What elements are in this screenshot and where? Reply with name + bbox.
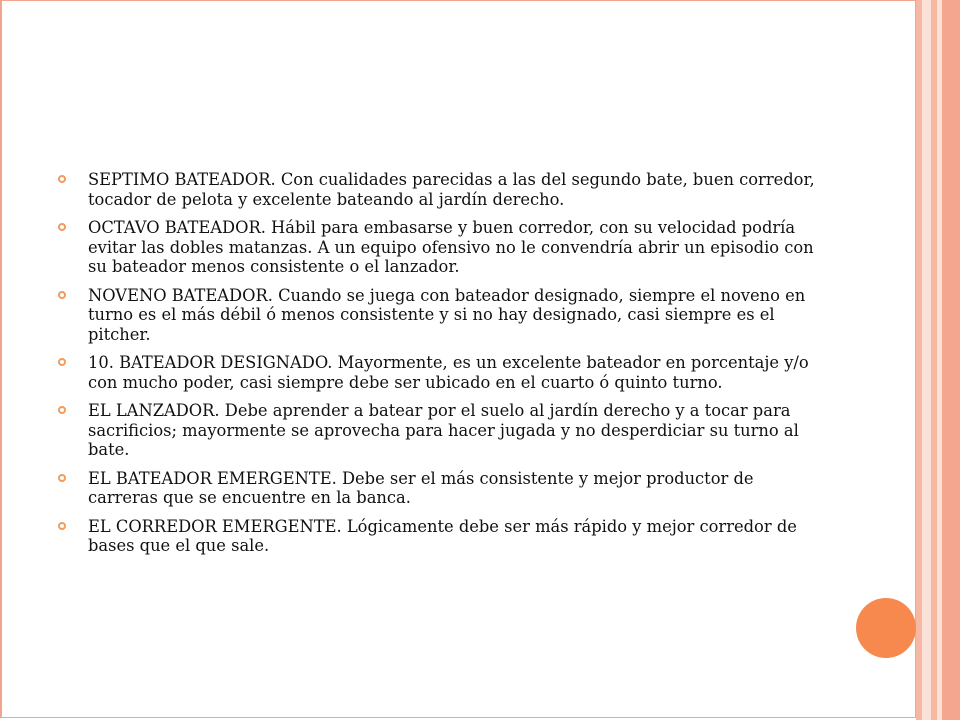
bullet-list — [58, 170, 828, 565]
list-item — [58, 401, 828, 460]
bullet-text: EL CORREDOR EMERGENTE. Lógicamente debe ser más rápido y mejor corredor de bases que el que sale. — [88, 516, 797, 555]
bullet-text: NOVENO BATEADOR. Cuando se juega con bateador designado, siempre el noveno en turno es el más débil ó menos consistente y si no hay designado, casi siempre es el pitcher. — [88, 285, 806, 344]
list-item — [58, 353, 828, 392]
bullet-text: OCTAVO BATEADOR. Hábil para embasarse y buen corredor, con su velocidad podría evitar las dobles matanzas. A un equipo ofensivo no le convendría abrir un episodio con su bateador menos consistente o el lanzador. — [88, 218, 814, 276]
bullet-text: SEPTIMO BATEADOR. Con cualidades parecidas a las del segundo bate, buen corredor, tocador de pelota y excelente bateando al jardín derecho. — [88, 170, 815, 209]
decorative-stripe — [942, 0, 960, 720]
circle-bullet-icon — [58, 406, 66, 414]
circle-bullet-icon — [58, 358, 66, 366]
circle-bullet-icon — [58, 291, 66, 299]
bullet-text: EL BATEADOR EMERGENTE. Debe ser el más consistente y mejor productor de carreras que se encuentre en la banca. — [88, 468, 754, 507]
list-item — [58, 286, 828, 345]
list-item — [58, 218, 828, 277]
list-item — [58, 517, 828, 556]
list-item — [58, 469, 828, 508]
bullet-text: 10. BATEADOR DESIGNADO. Mayormente, es un excelente bateador en porcentaje y/o con mucho poder, casi siempre debe ser ubicado en el cuarto ó quinto turno. — [88, 353, 809, 392]
decorative-stripe — [922, 0, 931, 720]
circle-bullet-icon — [58, 474, 66, 482]
circle-bullet-icon — [58, 522, 66, 530]
decorative-circle — [856, 598, 916, 658]
circle-bullet-icon — [58, 175, 66, 183]
list-item — [58, 170, 828, 209]
circle-bullet-icon — [58, 223, 66, 231]
bullet-text: EL LANZADOR. Debe aprender a batear por el suelo al jardín derecho y a tocar para sacrificios; mayormente se aprovecha para hacer jugada y no desperdiciar su turno al bate. — [88, 401, 799, 459]
